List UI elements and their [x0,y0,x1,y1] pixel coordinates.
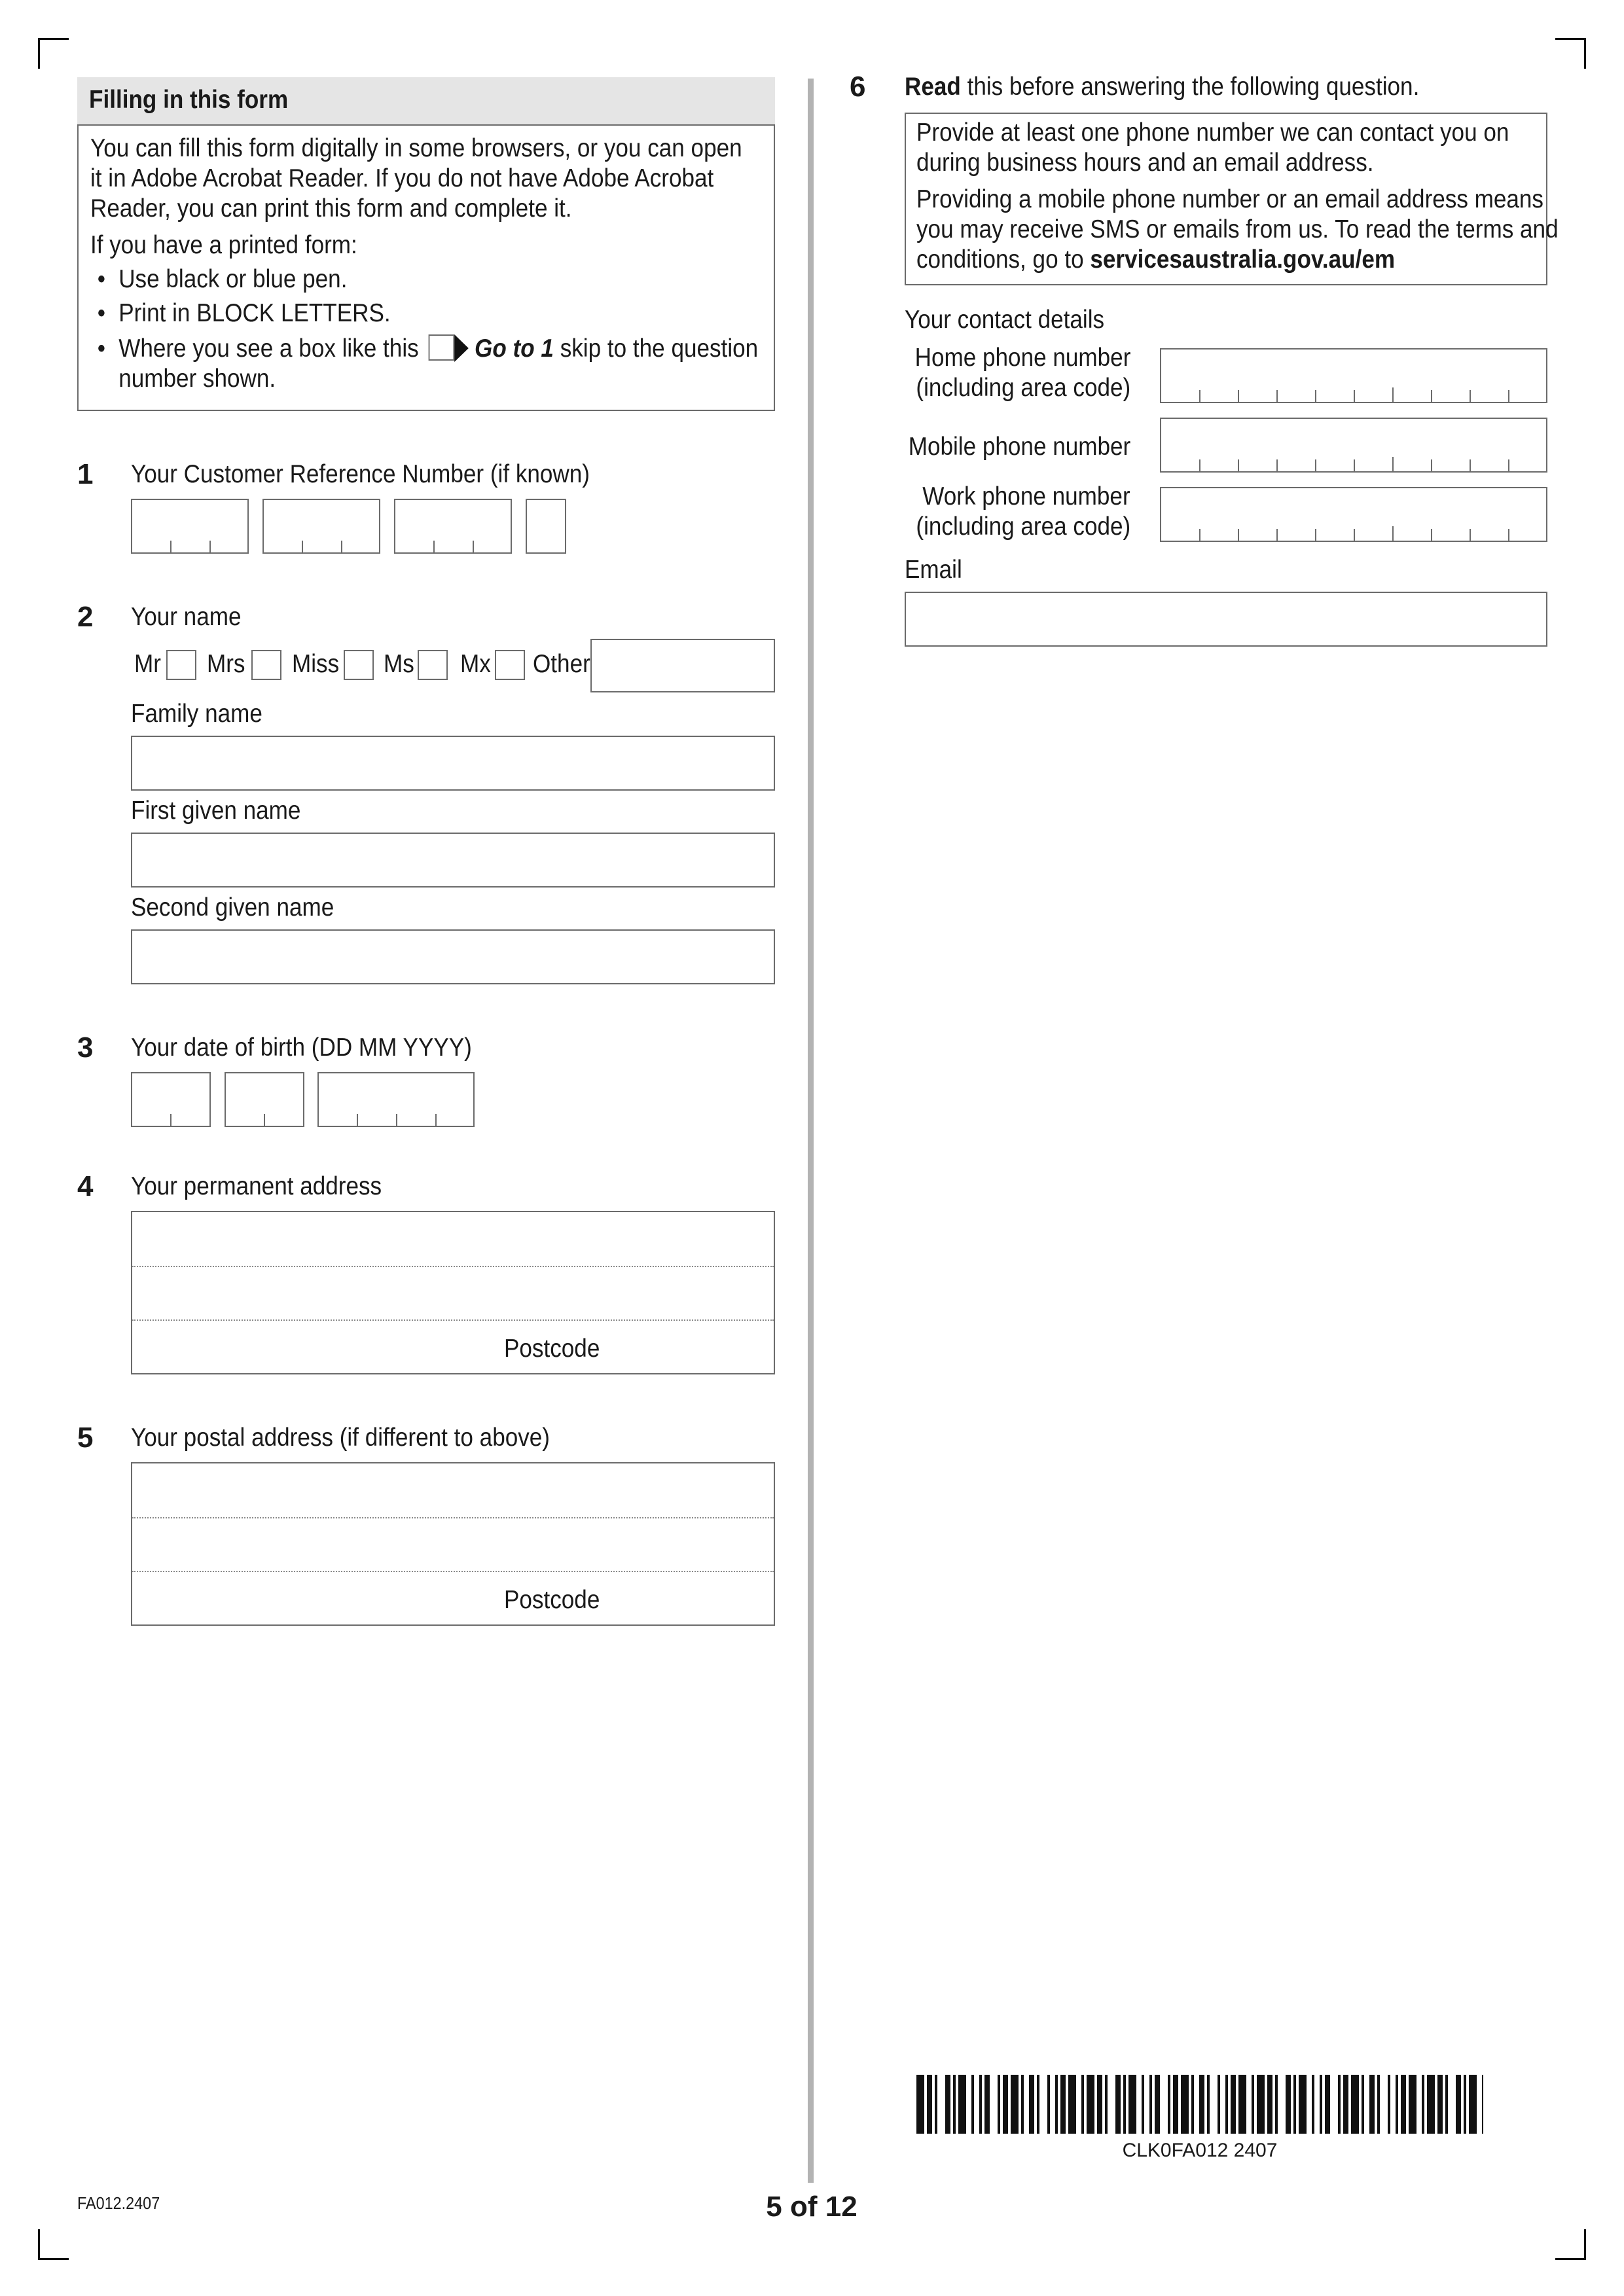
contact-note-box [905,113,1559,285]
crop-mark-top-left [38,38,69,69]
digit-divider [433,541,435,552]
permanent-address-input[interactable] [131,1211,775,1374]
title-other-label: Other [533,650,590,678]
contact-details-heading: Your contact details [905,306,1105,334]
barcode-bar [1343,2075,1348,2134]
postal-address-input[interactable] [131,1462,775,1626]
crn-input-group-1[interactable] [131,499,249,554]
barcode-bar [1128,2075,1136,2134]
barcode-bar [1003,2075,1008,2134]
title-ms-label: Ms [384,650,414,678]
barcode-bar [1011,2075,1019,2134]
instruction-goto: • Where you see a box like this Go to 1 skip to the question number shown. [90,334,758,394]
title-mr-checkbox[interactable] [166,650,196,680]
page-number: 5 of 12 [766,2191,857,2223]
digit-divider [1431,390,1432,402]
title-ms-checkbox[interactable] [418,650,448,680]
first-given-name-input[interactable] [131,833,775,888]
barcode-bar [1191,2075,1194,2134]
filling-in-form-panel [77,77,775,411]
barcode-bar [1275,2075,1278,2134]
second-given-name-input[interactable] [131,929,775,984]
barcode-bar [1362,2075,1364,2134]
crn-input-group-3[interactable] [394,499,512,554]
barcode-bar [1149,2075,1152,2134]
postal-address-label: Your postal address (if different to above) [131,1424,550,1452]
question-number-4: 4 [77,1170,94,1202]
title-miss-label: Miss [292,650,340,678]
form-code: FA012.2407 [77,2193,160,2213]
mobile-phone-label: Mobile phone number [908,433,1130,461]
instruction-block-letters: • Print in BLOCK LETTERS. [90,298,758,329]
digit-divider [1508,459,1509,471]
barcode-bar [1401,2075,1406,2134]
title-mrs-checkbox[interactable] [251,650,281,680]
barcode-bar [916,2075,924,2134]
digit-divider [1276,390,1278,402]
title-mrs-label: Mrs [207,650,245,678]
digit-divider [170,541,171,552]
address-line-separator [132,1319,774,1321]
barcode-text: CLK0FA012 2407 [1122,2140,1278,2161]
barcode-bar [1199,2075,1204,2134]
barcode-bar [1267,2075,1272,2134]
mobile-phone-input[interactable] [1160,418,1547,473]
digit-divider [170,1114,171,1126]
barcode-bar [1055,2075,1058,2134]
barcode-bar [1068,2075,1076,2134]
barcode-bar [1388,2075,1390,2134]
work-phone-label-line-1: Work phone number [922,482,1130,511]
barcode-bar [935,2075,937,2134]
barcode-bar [1422,2075,1424,2134]
question-number-1: 1 [77,458,94,490]
crn-label: Your Customer Reference Number (if known) [131,460,590,488]
digit-divider [1470,390,1471,402]
digit-divider [1508,390,1509,402]
barcode-bar [1029,2075,1034,2134]
digit-divider [1431,459,1432,471]
work-phone-label-line-2: (including area code) [916,512,1130,541]
barcode-bar [1047,2075,1050,2134]
barcode-bar [1218,2075,1220,2134]
title-mr-label: Mr [134,650,161,678]
column-divider [808,79,814,2183]
barcode-bar [1238,2075,1246,2134]
printed-form-heading: If you have a printed form: [90,231,357,259]
barcode-bar [979,2075,982,2134]
contact-note-line-5: conditions, go to servicesaustralia.gov.au/em [916,245,1396,274]
dob-day-input[interactable] [131,1072,211,1127]
barcode-bar [1293,2075,1296,2134]
digit-divider [341,541,342,552]
barcode-bar [1173,2075,1178,2134]
barcode-graphic [916,2075,1483,2134]
digit-divider [396,1114,397,1126]
barcode-bar [1396,2075,1398,2134]
question-number-3: 3 [77,1031,94,1064]
family-name-input[interactable] [131,736,775,791]
email-label: Email [905,556,962,584]
home-phone-label-line-2: (including area code) [916,374,1130,402]
barcode-bar [1081,2075,1084,2134]
digit-divider [1392,387,1394,402]
digit-divider [1354,459,1355,471]
barcode-bar [1021,2075,1024,2134]
barcode-bar [1231,2075,1236,2134]
filling-in-form-heading: Filling in this form [89,86,289,114]
question-number-2: 2 [77,601,94,633]
barcode-bar [1060,2075,1066,2134]
barcode-bar [1168,2075,1170,2134]
barcode-bar [1037,2075,1039,2134]
title-mx-checkbox[interactable] [495,650,525,680]
barcode-bar [927,2075,932,2134]
question-number-6: 6 [850,71,866,103]
digit-divider [1354,390,1355,402]
barcode-bar [1252,2075,1254,2134]
instruction-list [90,264,758,394]
goto-arrow-icon [454,334,469,362]
digit-divider [1470,459,1471,471]
barcode-bar [1427,2075,1435,2134]
question-number-5: 5 [77,1422,94,1454]
digit-divider [209,541,211,552]
digit-divider [1431,529,1432,541]
home-phone-input[interactable] [1160,348,1547,403]
crn-input-group-2[interactable] [262,499,380,554]
digit-divider [1199,459,1200,471]
digit-divider [1238,390,1239,402]
barcode-bar [945,2075,950,2134]
family-name-label: Family name [131,700,262,728]
digit-divider [1508,529,1509,541]
address-line-separator [132,1517,774,1518]
crop-mark-top-right [1555,38,1586,69]
digit-divider [357,1114,358,1126]
barcode-bar [1369,2075,1375,2134]
postal-postcode-label: Postcode [504,1586,600,1614]
digit-divider [1315,529,1316,541]
title-mx-label: Mx [460,650,491,678]
your-name-label: Your name [131,603,242,631]
barcode-bar [998,2075,1000,2134]
digit-divider [1199,529,1200,541]
barcode-bar [1115,2075,1121,2134]
barcode-bar [1257,2075,1265,2134]
intro-line-2: it in Adobe Acrobat Reader. If you do not have Adobe Acrobat [90,164,714,192]
crn-input-group-4[interactable] [526,499,566,554]
digit-divider [1392,457,1394,471]
barcode-bar [1105,2075,1108,2134]
digit-divider [1392,526,1394,541]
barcode-bar [1351,2075,1359,2134]
address-line-separator [132,1266,774,1267]
filling-in-form-heading-bar [77,77,775,124]
digit-divider [1199,390,1200,402]
barcode-bar [1320,2075,1322,2134]
email-input[interactable] [905,592,1547,647]
barcode-bar [1456,2075,1461,2134]
barcode-bar [958,2075,966,2134]
digit-divider [1354,529,1355,541]
first-given-name-label: First given name [131,797,301,825]
barcode-bar [1097,2075,1102,2134]
barcode-bar [1325,2075,1330,2134]
barcode-bar [1225,2075,1228,2134]
crop-mark-bottom-right [1555,2229,1586,2260]
terms-link[interactable]: servicesaustralia.gov.au/em [1090,245,1396,274]
second-given-name-label: Second given name [131,893,334,922]
permanent-postcode-label: Postcode [504,1335,600,1363]
contact-note-line-3: Providing a mobile phone number or an email address means [916,185,1543,213]
work-phone-input[interactable] [1160,487,1547,542]
barcode-bar [1464,2075,1466,2134]
contact-note-line-2: during business hours and an email address. [916,149,1374,177]
barcode-bar [1142,2075,1144,2134]
barcode [916,2075,1483,2134]
barcode-bar [1299,2075,1307,2134]
barcode-bar [1445,2075,1448,2134]
barcode-bar [1437,2075,1443,2134]
barcode-bar [1482,2075,1483,2134]
instruction-pen: • Use black or blue pen. [90,264,758,295]
barcode-bar [1123,2075,1126,2134]
intro-line-3: Reader, you can print this form and complete it. [90,194,572,223]
barcode-bar [1207,2075,1210,2134]
digit-divider [1276,529,1278,541]
digit-divider [1315,390,1316,402]
title-miss-checkbox[interactable] [344,650,374,680]
barcode-bar [1087,2075,1094,2134]
barcode-bar [1181,2075,1189,2134]
digit-divider [1470,529,1471,541]
read-instruction: Read this before answering the following question. [905,73,1420,101]
barcode-bar [1409,2075,1416,2134]
digit-divider [1238,459,1239,471]
digit-divider [302,541,303,552]
barcode-bar [1155,2075,1160,2134]
barcode-bar [1286,2075,1291,2134]
digit-divider [1315,459,1316,471]
barcode-bar [1377,2075,1380,2134]
address-line-separator [132,1571,774,1572]
date-of-birth-label: Your date of birth (DD MM YYYY) [131,1033,472,1062]
contact-note-line-1: Provide at least one phone number we can contact you on [916,118,1509,147]
barcode-bar [1469,2075,1477,2134]
intro-line-1: You can fill this form digitally in some browsers, or you can open [90,134,742,162]
barcode-bar [1338,2075,1341,2134]
example-checkbox [429,334,455,361]
digit-divider [473,541,474,552]
barcode-bar [971,2075,974,2134]
barcode-bar [953,2075,956,2134]
crop-mark-bottom-left [38,2229,69,2260]
contact-note-line-4: you may receive SMS or emails from us. To read the terms and [916,215,1559,243]
filling-in-form-body [77,124,775,411]
dob-year-input[interactable] [317,1072,475,1127]
dob-month-input[interactable] [225,1072,304,1127]
title-other-input[interactable] [590,639,775,692]
digit-divider [1276,459,1278,471]
digit-divider [1238,529,1239,541]
permanent-address-label: Your permanent address [131,1172,382,1200]
digit-divider [435,1114,437,1126]
home-phone-label-line-1: Home phone number [914,344,1130,372]
barcode-bar [984,2075,990,2134]
digit-divider [264,1114,265,1126]
barcode-bar [1312,2075,1314,2134]
